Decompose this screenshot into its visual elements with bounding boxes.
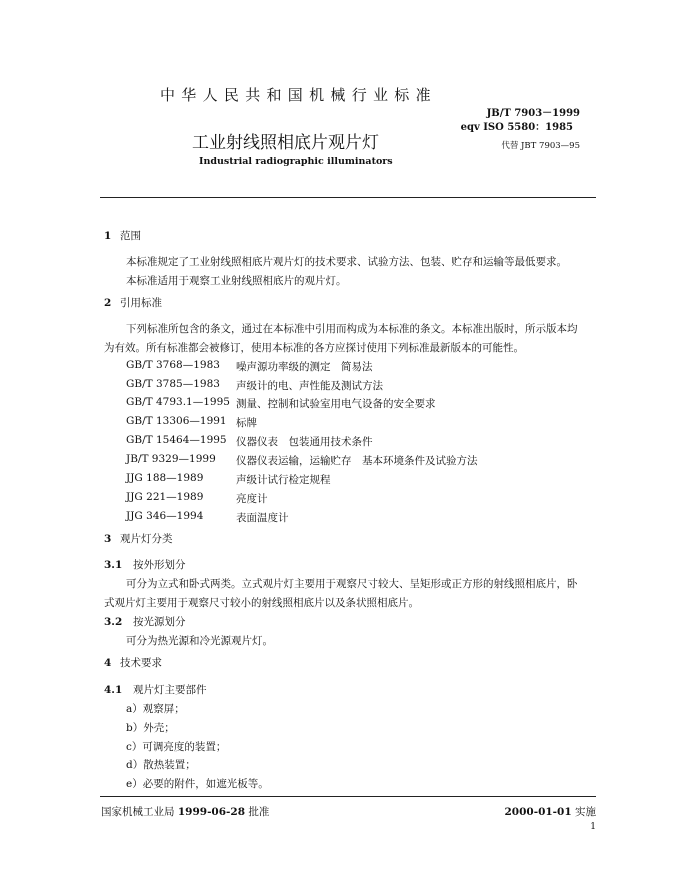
subsection-title: 按光源划分 bbox=[133, 616, 186, 628]
section-3-heading bbox=[104, 531, 173, 546]
subsection-number: 3.2 bbox=[104, 616, 123, 628]
reference-code: JJG 221—1989 bbox=[126, 491, 204, 503]
section-title: 技术要求 bbox=[120, 657, 162, 669]
reference-code: GB/T 15464—1995 bbox=[126, 434, 227, 446]
section-title: 引用标准 bbox=[120, 297, 162, 309]
reference-code: GB/T 4793.1—1995 bbox=[126, 396, 230, 408]
section-number: 3 bbox=[104, 533, 112, 545]
implementation-line bbox=[504, 804, 596, 819]
document-title-english: Industrial radiographic illuminators bbox=[199, 156, 393, 167]
list-item: d）散热装置； bbox=[126, 759, 196, 771]
list-item: c）可调亮度的装置； bbox=[126, 741, 227, 753]
subsection-number: 3.1 bbox=[104, 559, 123, 571]
subsection-title: 按外形划分 bbox=[133, 559, 186, 571]
reference-code: JJG 346—1994 bbox=[126, 510, 204, 522]
reference-name: 声级计的电、声性能及测试方法 bbox=[236, 380, 383, 392]
footer-rule bbox=[100, 796, 596, 797]
reference-name: 声级计试行检定规程 bbox=[236, 474, 331, 486]
section-1-heading bbox=[104, 228, 141, 243]
standard-number: JB/T 7903－1999 bbox=[486, 108, 580, 119]
list-item: a）观察屏； bbox=[126, 703, 185, 715]
standard-category: 中华人民共和国机械行业标准 bbox=[160, 86, 437, 104]
list-item: b）外壳； bbox=[126, 722, 175, 734]
reference-name: 噪声源功率级的测定 简易法 bbox=[236, 361, 373, 373]
section-number: 2 bbox=[104, 297, 112, 309]
reference-name: 仪器仪表运输，运输贮存 基本环境条件及试验方法 bbox=[236, 455, 478, 467]
reference-code: GB/T 3785—1983 bbox=[126, 378, 220, 390]
section-title: 观片灯分类 bbox=[120, 533, 173, 545]
section-number: 1 bbox=[104, 230, 112, 242]
section-title: 范围 bbox=[120, 230, 141, 242]
approval-line bbox=[101, 804, 269, 819]
subsection-title: 观片灯主要部件 bbox=[133, 684, 207, 696]
paragraph: 下列标准所包含的条文，通过在本标准中引用而构成为本标准的条文。本标准出版时，所示版本均 bbox=[126, 323, 578, 335]
paragraph: 本标准规定了工业射线照相底片观片灯的技术要求、试验方法、包装、贮存和运输等最低要求。 bbox=[126, 256, 567, 268]
reference-name: 亮度计 bbox=[236, 493, 268, 505]
subsection-3-2-heading bbox=[104, 614, 186, 629]
document-title: 工业射线照相底片观片灯 bbox=[192, 133, 379, 153]
implementation-date: 2000-01-01 bbox=[504, 806, 572, 818]
paragraph: 式观片灯主要用于观察尺寸较小的射线照相底片以及条状照相底片。 bbox=[104, 597, 419, 609]
replaces-standard: 代替 JBT 7903—95 bbox=[501, 141, 580, 151]
approval-label: 批准 bbox=[248, 806, 270, 818]
reference-name: 标牌 bbox=[236, 417, 257, 429]
reference-name: 仪器仪表 包装通用技术条件 bbox=[236, 436, 373, 448]
equivalent-standard: eqv ISO 5580：1985 bbox=[460, 122, 573, 133]
page-number: 1 bbox=[590, 822, 596, 832]
approving-authority: 国家机械工业局 bbox=[101, 806, 175, 818]
reference-code: JB/T 9329—1999 bbox=[126, 453, 216, 465]
subsection-number: 4.1 bbox=[104, 684, 123, 696]
implementation-label: 实施 bbox=[575, 806, 596, 818]
reference-code: GB/T 13306—1991 bbox=[126, 415, 227, 427]
section-4-heading bbox=[104, 655, 162, 670]
paragraph: 为有效。所有标准都会被修订，使用本标准的各方应探讨使用下列标准最新版本的可能性。 bbox=[104, 342, 524, 354]
paragraph: 可分为热光源和冷光源观片灯。 bbox=[126, 635, 273, 647]
section-number: 4 bbox=[104, 657, 112, 669]
reference-code: GB/T 3768—1983 bbox=[126, 359, 220, 371]
reference-code: JJG 188—1989 bbox=[126, 472, 204, 484]
header-rule bbox=[100, 197, 596, 198]
paragraph: 可分为立式和卧式两类。立式观片灯主要用于观察尺寸较大、呈矩形或正方形的射线照相底片，卧 bbox=[126, 578, 578, 590]
approval-date: 1999-06-28 bbox=[177, 806, 246, 818]
reference-name: 表面温度计 bbox=[236, 512, 289, 524]
subsection-3-1-heading bbox=[104, 557, 186, 572]
section-2-heading bbox=[104, 295, 162, 310]
list-item: e）必要的附件，如遮光板等。 bbox=[126, 778, 269, 790]
subsection-4-1-heading bbox=[104, 682, 207, 697]
paragraph: 本标准适用于观察工业射线照相底片的观片灯。 bbox=[126, 275, 347, 287]
reference-name: 测量、控制和试验室用电气设备的安全要求 bbox=[236, 398, 436, 410]
